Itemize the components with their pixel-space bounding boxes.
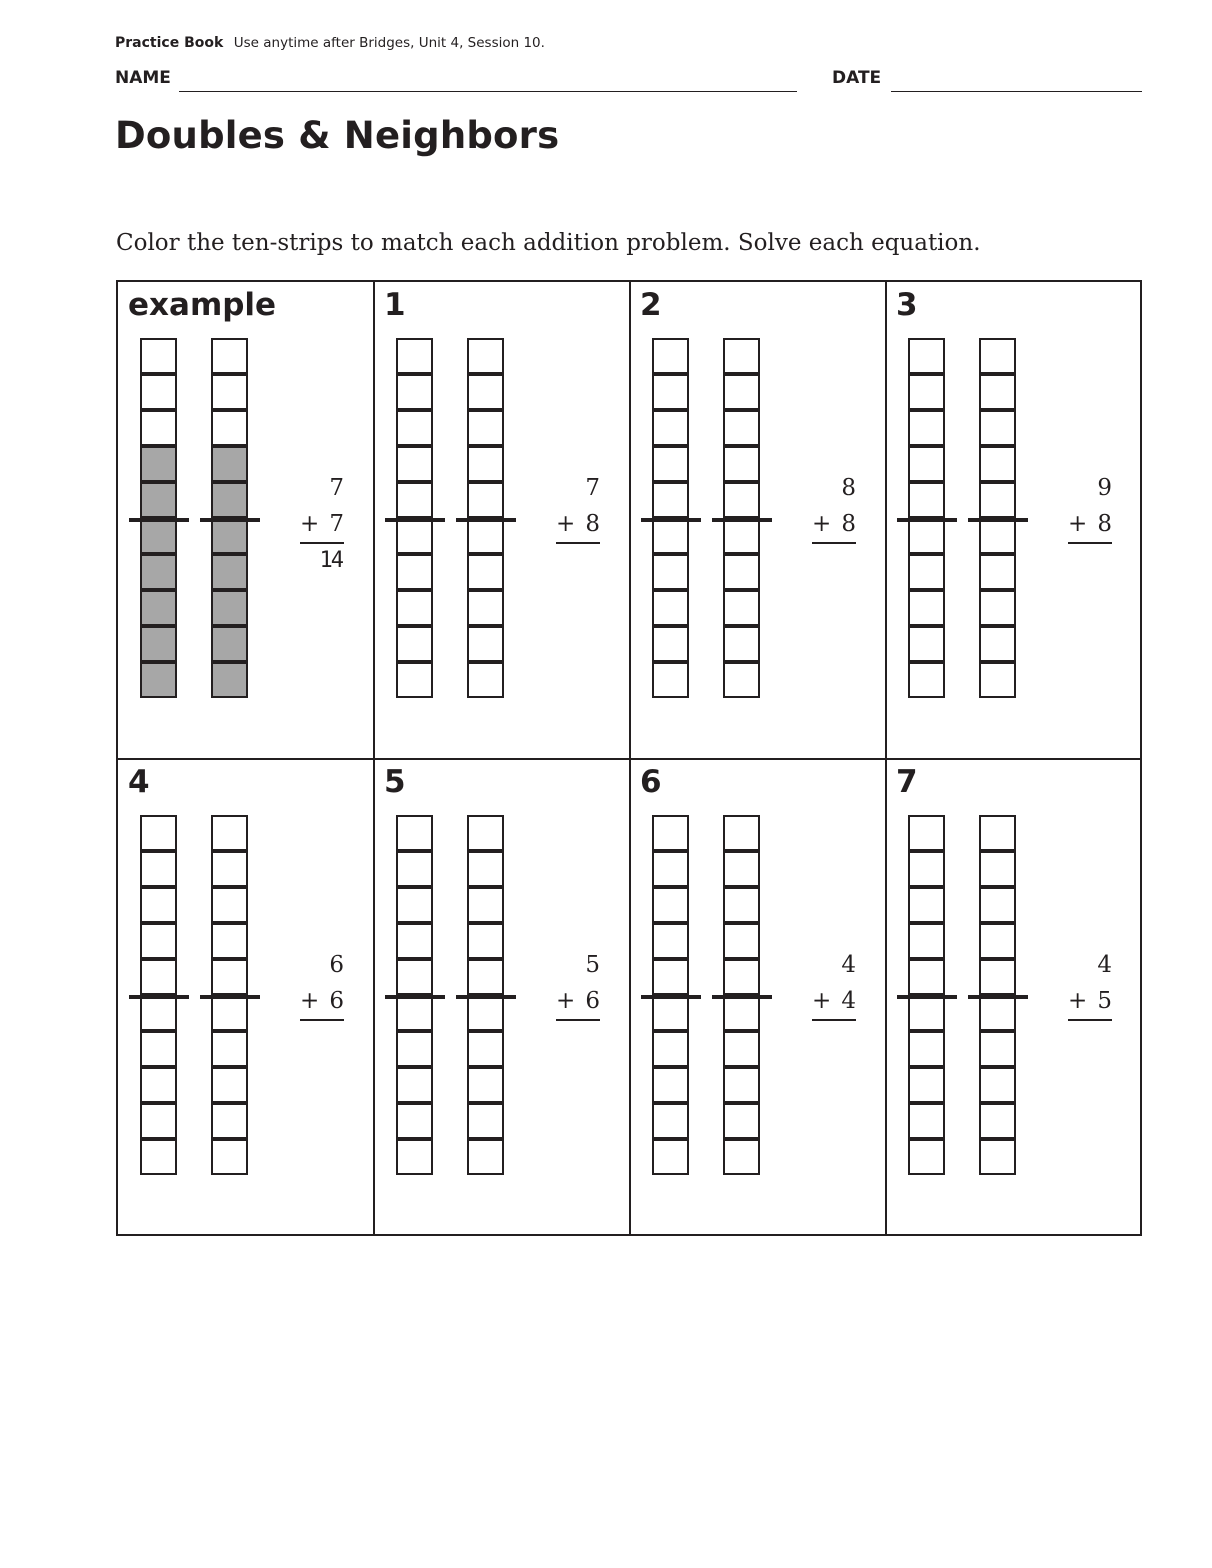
ten-strip-square[interactable]: [396, 1067, 433, 1103]
addend-bottom: 5: [1097, 988, 1112, 1014]
ten-strip-square[interactable]: [652, 518, 689, 554]
ten-strip-square[interactable]: [908, 662, 945, 698]
ten-strip-square[interactable]: [908, 374, 945, 410]
ten-strip-square[interactable]: [467, 851, 504, 887]
addend-top: 7: [329, 475, 344, 501]
ten-strip-square[interactable]: [652, 374, 689, 410]
ten-strip-square[interactable]: [467, 482, 504, 518]
ten-strip-square[interactable]: [652, 851, 689, 887]
ten-strip-square[interactable]: [467, 410, 504, 446]
ten-strip-square[interactable]: [140, 1031, 177, 1067]
five-mark: [200, 518, 260, 522]
problem-label: 5: [384, 764, 406, 800]
ten-strip-square[interactable]: [908, 446, 945, 482]
ten-strip-square[interactable]: [396, 374, 433, 410]
ten-strip-square[interactable]: [140, 851, 177, 887]
five-mark: [129, 995, 189, 999]
ten-strip-square[interactable]: [396, 959, 433, 995]
ten-strip-square[interactable]: [467, 1103, 504, 1139]
ten-strip-square[interactable]: [211, 923, 248, 959]
example-cell: [118, 282, 374, 759]
ten-strip-square[interactable]: [396, 626, 433, 662]
ten-strip-square[interactable]: [979, 518, 1016, 554]
ten-strip-square[interactable]: [652, 338, 689, 374]
problem-label: 3: [896, 287, 918, 323]
ten-strip-square[interactable]: [908, 626, 945, 662]
ten-strip-square[interactable]: [396, 1103, 433, 1139]
ten-strip-square[interactable]: [979, 815, 1016, 851]
ten-strip-square[interactable]: [723, 410, 760, 446]
addend-top: 6: [329, 952, 344, 978]
ten-strip-square[interactable]: [211, 374, 248, 410]
ten-strip-square[interactable]: [979, 1067, 1016, 1103]
ten-strip-square-shaded[interactable]: [211, 662, 248, 698]
problem-cell-7: [886, 759, 1142, 1236]
ten-strip-square[interactable]: [396, 554, 433, 590]
ten-strip-square[interactable]: [723, 338, 760, 374]
ten-strip-square-shaded[interactable]: [140, 518, 177, 554]
ten-strip-square[interactable]: [723, 887, 760, 923]
ten-strip-square-shaded[interactable]: [211, 590, 248, 626]
answer-field[interactable]: [556, 544, 600, 578]
addition-problem: [1068, 470, 1112, 578]
ten-strip-square[interactable]: [908, 1103, 945, 1139]
ten-strip-square[interactable]: [908, 923, 945, 959]
answer-field[interactable]: [812, 544, 856, 578]
ten-strip-square-shaded[interactable]: [140, 590, 177, 626]
ten-strip-square[interactable]: [396, 446, 433, 482]
ten-strip-square[interactable]: [652, 410, 689, 446]
problem-cell-6: [630, 759, 886, 1236]
ten-strip-square[interactable]: [396, 887, 433, 923]
ten-strip-square[interactable]: [652, 1067, 689, 1103]
ten-strip-square[interactable]: [467, 518, 504, 554]
ten-strip-square[interactable]: [979, 1031, 1016, 1067]
ten-strip-square[interactable]: [908, 851, 945, 887]
addition-problem: [1068, 947, 1112, 1055]
five-mark: [456, 995, 516, 999]
usage-note: Use anytime after Bridges, Unit 4, Session 10.: [233, 35, 545, 51]
ten-strip-square[interactable]: [979, 446, 1016, 482]
ten-strip-square[interactable]: [652, 590, 689, 626]
ten-strip-square[interactable]: [396, 815, 433, 851]
ten-strip-square[interactable]: [211, 1139, 248, 1175]
five-mark: [200, 995, 260, 999]
ten-strip-square[interactable]: [979, 995, 1016, 1031]
addition-problem: [812, 947, 856, 1055]
ten-strip-square[interactable]: [467, 1031, 504, 1067]
ten-strip-square[interactable]: [140, 995, 177, 1031]
ten-strip-square[interactable]: [211, 959, 248, 995]
ten-strip-square[interactable]: [908, 410, 945, 446]
ten-strip-square[interactable]: [211, 1031, 248, 1067]
addend-bottom: 8: [1097, 511, 1112, 537]
ten-strip-square[interactable]: [652, 959, 689, 995]
ten-strip-square-shaded[interactable]: [211, 554, 248, 590]
name-label: NAME: [115, 68, 171, 88]
ten-strip-square[interactable]: [396, 482, 433, 518]
addend-top: 4: [841, 952, 856, 978]
ten-strip-square[interactable]: [908, 482, 945, 518]
five-mark: [641, 995, 701, 999]
ten-strip-square[interactable]: [652, 815, 689, 851]
addition-problem: [812, 470, 856, 578]
ten-strip-square[interactable]: [396, 518, 433, 554]
ten-strip-square[interactable]: [140, 923, 177, 959]
problem-label: 2: [640, 287, 662, 323]
ten-strip-square[interactable]: [211, 887, 248, 923]
ten-strip-square[interactable]: [723, 662, 760, 698]
problem-grid: [116, 280, 1142, 1236]
ten-strip-square[interactable]: [979, 662, 1016, 698]
ten-strip-square[interactable]: [723, 518, 760, 554]
ten-strip-square[interactable]: [140, 338, 177, 374]
ten-strip-square[interactable]: [140, 815, 177, 851]
addend-bottom: 6: [329, 988, 344, 1014]
five-mark: [641, 518, 701, 522]
problem-cell-3: [886, 282, 1142, 759]
plus-sign: +: [812, 511, 832, 537]
ten-strip-square[interactable]: [723, 1067, 760, 1103]
ten-strip-square[interactable]: [979, 1139, 1016, 1175]
ten-strip-square[interactable]: [140, 1067, 177, 1103]
ten-strip-square[interactable]: [723, 959, 760, 995]
ten-strip-square[interactable]: [908, 518, 945, 554]
problem-cell-1: [374, 282, 630, 759]
ten-strip-square[interactable]: [723, 626, 760, 662]
ten-strip-square[interactable]: [908, 1031, 945, 1067]
ten-strip-square[interactable]: [652, 446, 689, 482]
ten-strip-square[interactable]: [652, 923, 689, 959]
answer-field[interactable]: [556, 1021, 600, 1055]
answer-field[interactable]: [1068, 1021, 1112, 1055]
ten-strip-square[interactable]: [140, 1139, 177, 1175]
problem-label: example: [128, 287, 277, 323]
plus-sign: +: [1068, 511, 1088, 537]
problem-label: 1: [384, 287, 406, 323]
ten-strip-square[interactable]: [979, 887, 1016, 923]
five-mark: [897, 995, 957, 999]
ten-strip-square[interactable]: [467, 554, 504, 590]
ten-strip-square-shaded[interactable]: [211, 482, 248, 518]
ten-strip-square-shaded[interactable]: [211, 626, 248, 662]
ten-strip-square[interactable]: [979, 374, 1016, 410]
answer-field[interactable]: [300, 1021, 344, 1055]
ten-strip-square[interactable]: [396, 590, 433, 626]
addend-bottom: 6: [585, 988, 600, 1014]
five-mark: [385, 995, 445, 999]
date-label: DATE: [832, 68, 882, 88]
ten-strip-square[interactable]: [140, 410, 177, 446]
ten-strip-square[interactable]: [467, 815, 504, 851]
five-mark: [712, 518, 772, 522]
ten-strip-square[interactable]: [652, 1031, 689, 1067]
date-field[interactable]: [891, 91, 1142, 92]
ten-strip-square[interactable]: [723, 923, 760, 959]
ten-strip-square[interactable]: [979, 554, 1016, 590]
ten-strip-square[interactable]: [723, 1139, 760, 1175]
ten-strip-square[interactable]: [211, 1103, 248, 1139]
ten-strip-square[interactable]: [467, 590, 504, 626]
problem-cell-4: [118, 759, 374, 1236]
ten-strip-square[interactable]: [652, 887, 689, 923]
problem-label: 7: [896, 764, 918, 800]
ten-strip-square[interactable]: [979, 410, 1016, 446]
addition-problem: [556, 947, 600, 1055]
page-title: Doubles & Neighbors: [115, 114, 560, 157]
ten-strip-square[interactable]: [211, 851, 248, 887]
header-line: [115, 35, 545, 51]
ten-strip-square[interactable]: [979, 851, 1016, 887]
ten-strip-square[interactable]: [652, 482, 689, 518]
ten-strip-square[interactable]: [467, 374, 504, 410]
ten-strip-square[interactable]: [140, 887, 177, 923]
ten-strip-square-shaded[interactable]: [140, 446, 177, 482]
ten-strip-square[interactable]: [652, 554, 689, 590]
ten-strip-square[interactable]: [979, 338, 1016, 374]
addend-bottom: 8: [585, 511, 600, 537]
ten-strip-square[interactable]: [908, 590, 945, 626]
ten-strip-square[interactable]: [723, 482, 760, 518]
ten-strip-square[interactable]: [908, 1067, 945, 1103]
ten-strip-square[interactable]: [723, 446, 760, 482]
ten-strip-square[interactable]: [211, 338, 248, 374]
ten-strip-square[interactable]: [467, 923, 504, 959]
ten-strip-square[interactable]: [467, 626, 504, 662]
ten-strip-square[interactable]: [396, 923, 433, 959]
ten-strip-square[interactable]: [723, 995, 760, 1031]
instructions: Color the ten-strips to match each addition problem. Solve each equation.: [116, 230, 981, 256]
ten-strip-square-shaded[interactable]: [140, 554, 177, 590]
plus-sign: +: [556, 511, 576, 537]
ten-strip-square[interactable]: [723, 1031, 760, 1067]
answer-field[interactable]: 14: [319, 548, 342, 573]
problem-cell-5: [374, 759, 630, 1236]
ten-strip-square[interactable]: [979, 923, 1016, 959]
ten-strip-square-shaded[interactable]: [140, 482, 177, 518]
addend-top: 5: [585, 952, 600, 978]
ten-strip-square[interactable]: [652, 662, 689, 698]
ten-strip-square[interactable]: [396, 1031, 433, 1067]
ten-strip-square[interactable]: [467, 995, 504, 1031]
ten-strip-square[interactable]: [723, 554, 760, 590]
ten-strip-square[interactable]: [652, 995, 689, 1031]
ten-strip-square[interactable]: [723, 851, 760, 887]
ten-strip-square[interactable]: [652, 626, 689, 662]
plus-sign: +: [556, 988, 576, 1014]
name-field[interactable]: [179, 91, 797, 92]
five-mark: [456, 518, 516, 522]
addend-top: 9: [1097, 475, 1112, 501]
plus-sign: +: [1068, 988, 1088, 1014]
five-mark: [712, 995, 772, 999]
five-mark: [897, 518, 957, 522]
ten-strip-square[interactable]: [396, 410, 433, 446]
addend-top: 7: [585, 475, 600, 501]
problem-cell-2: [630, 282, 886, 759]
ten-strip-square[interactable]: [396, 851, 433, 887]
ten-strip-square[interactable]: [723, 374, 760, 410]
practice-book-label: Practice Book: [115, 35, 224, 51]
ten-strip-square[interactable]: [467, 887, 504, 923]
ten-strip-square-shaded[interactable]: [211, 446, 248, 482]
ten-strip-square[interactable]: [908, 995, 945, 1031]
ten-strip-square[interactable]: [211, 815, 248, 851]
ten-strip-square[interactable]: [467, 662, 504, 698]
ten-strip-square[interactable]: [652, 1139, 689, 1175]
ten-strip-square[interactable]: [467, 338, 504, 374]
ten-strip-square[interactable]: [652, 1103, 689, 1139]
plus-sign: +: [812, 988, 832, 1014]
ten-strip-square[interactable]: [467, 446, 504, 482]
ten-strip-square[interactable]: [908, 959, 945, 995]
ten-strip-square[interactable]: [908, 554, 945, 590]
ten-strip-square[interactable]: [140, 374, 177, 410]
ten-strip-square[interactable]: [467, 1067, 504, 1103]
problem-label: 6: [640, 764, 662, 800]
five-mark: [385, 518, 445, 522]
ten-strip-square[interactable]: [396, 995, 433, 1031]
ten-strip-square[interactable]: [467, 959, 504, 995]
ten-strip-square[interactable]: [979, 590, 1016, 626]
ten-strip-square[interactable]: [396, 338, 433, 374]
ten-strip-square[interactable]: [723, 815, 760, 851]
ten-strip-square[interactable]: [723, 1103, 760, 1139]
ten-strip-square[interactable]: [979, 1103, 1016, 1139]
ten-strip-square[interactable]: [979, 959, 1016, 995]
addend-top: 4: [1097, 952, 1112, 978]
addition-problem: [300, 947, 344, 1055]
ten-strip-square[interactable]: [979, 626, 1016, 662]
plus-sign: +: [300, 988, 320, 1014]
ten-strip-square[interactable]: [211, 410, 248, 446]
addition-problem: [556, 470, 600, 578]
ten-strip-square[interactable]: [908, 338, 945, 374]
ten-strip-square[interactable]: [396, 662, 433, 698]
ten-strip-square[interactable]: [723, 590, 760, 626]
ten-strip-square[interactable]: [211, 1067, 248, 1103]
five-mark: [129, 518, 189, 522]
problem-label: 4: [128, 764, 150, 800]
ten-strip-square[interactable]: [396, 1139, 433, 1175]
ten-strip-square[interactable]: [467, 1139, 504, 1175]
ten-strip-square-shaded[interactable]: [140, 626, 177, 662]
answer-field[interactable]: [812, 1021, 856, 1055]
five-mark: [968, 995, 1028, 999]
ten-strip-square[interactable]: [908, 815, 945, 851]
ten-strip-square-shaded[interactable]: [211, 518, 248, 554]
ten-strip-square[interactable]: [140, 959, 177, 995]
ten-strip-square[interactable]: [211, 995, 248, 1031]
ten-strip-square[interactable]: [140, 1103, 177, 1139]
addend-top: 8: [841, 475, 856, 501]
addend-bottom: 4: [841, 988, 856, 1014]
addend-bottom: 7: [329, 511, 344, 537]
ten-strip-square[interactable]: [908, 1139, 945, 1175]
ten-strip-square[interactable]: [979, 482, 1016, 518]
ten-strip-square[interactable]: [908, 887, 945, 923]
five-mark: [968, 518, 1028, 522]
addition-problem: [300, 470, 344, 578]
answer-field[interactable]: [1068, 544, 1112, 578]
addend-bottom: 8: [841, 511, 856, 537]
plus-sign: +: [300, 511, 320, 537]
ten-strip-square-shaded[interactable]: [140, 662, 177, 698]
